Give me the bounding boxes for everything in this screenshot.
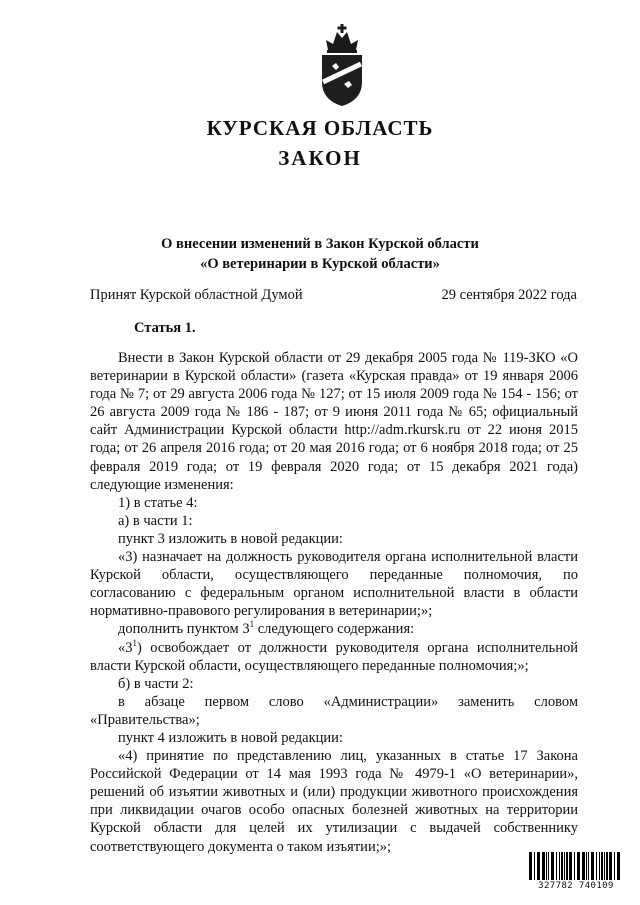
- document-type-title: ЗАКОН: [278, 146, 362, 170]
- adopted-by-text: Принят Курской областной Думой: [90, 287, 303, 303]
- paragraph-point-31-text: «$3^1$) освобождает от должности руководителя органа исполнительной власти Курской области, осуществляющего переданные полномочия;»;: [90, 637, 578, 674]
- law-subject-line-1: О внесении изменений в Закон Курской области: [161, 236, 479, 252]
- paragraph-subitem-a: а) в части 1:: [118, 512, 193, 529]
- article-body: [90, 349, 578, 856]
- barcode-number: 327782 740109: [538, 881, 614, 891]
- barcode: [526, 852, 626, 894]
- paragraph-point-4-text: «4) принятие по представлению лиц, указанных в статье 17 Закона Российской Федерации от 14 мая 1993 года № 4979-1 «О ветеринарии», решений об изъятии животных и (или) продукции животного происхождения при ликвидации очагов особо опасных болезней животных на территории Курской области для целей их утилизации с выдачей собственнику соответствующего документа о таком изъятии;»;: [90, 748, 578, 855]
- paragraph-replace-word: в абзаце первом слово «Администрации» заменить словом «Правительства»;: [90, 693, 578, 728]
- paragraph-point-4-intro: пункт 4 изложить в новой редакции:: [118, 729, 343, 746]
- paragraph-item-1: 1) в статье 4:: [118, 494, 198, 511]
- adoption-date: 29 сентября 2022 года: [441, 287, 577, 303]
- law-subject-line-2: «О ветеринарии в Курской области»: [200, 256, 440, 272]
- paragraph-point-3-text: «3) назначает на должность руководителя органа исполнительной власти Курской области, осуществляющего переданные полномочия, по согласованию с федеральным органом исполнительной власти в области нормативно-правового регулирования в ветеринарии;»;: [90, 549, 578, 620]
- paragraph-point-3-intro: пункт 3 изложить в новой редакции:: [118, 530, 343, 547]
- coat-of-arms-emblem: [318, 22, 366, 108]
- region-title: КУРСКАЯ ОБЛАСТЬ: [206, 116, 434, 140]
- paragraph-add-point-31: дополнить пунктом $3^1$ следующего содержания:: [118, 619, 415, 638]
- paragraph-intro: Внести в Закон Курской области от 29 декабря 2005 года № 119-ЗКО «О ветеринарии в Курской области» (газета «Курская правда» от 19 января 2006 года № 7; от 29 августа 2006 года № 127; от 15 июля 2009 года № 154 - 156; от 26 августа 2009 года № 186 - 187; от 9 июня 2011 года № 65; официальный сайт Администрации Курской области http://adm.rkursk.ru от 22 июня 2015 года; от 26 апреля 2016 года; от 20 мая 2016 года; от 6 ноября 2018 года; от 25 февраля 2019 года; от 19 февраля 2020 года; от 15 декабря 2021 года) следующие изменения:: [90, 350, 578, 493]
- paragraph-subitem-b: б) в части 2:: [118, 675, 194, 692]
- article-heading: Статья 1.: [134, 320, 196, 336]
- barcode-bars: [529, 852, 623, 880]
